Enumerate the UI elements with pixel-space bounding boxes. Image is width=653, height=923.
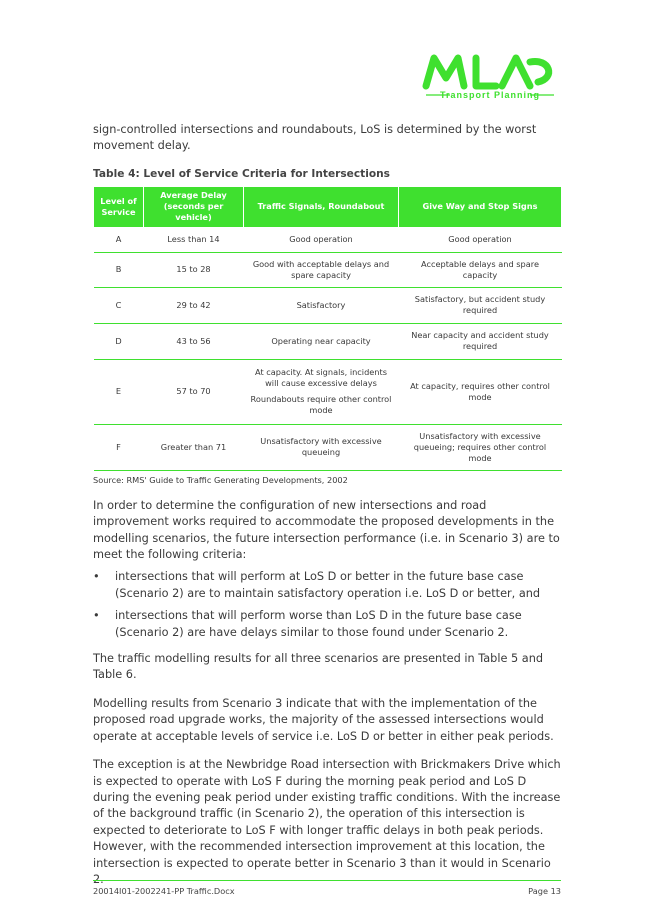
criteria-paragraph: In order to determine the configuration of new intersections and road improvement works required to accommodate the proposed developments in the modelling scenarios, the future intersection performance (i.e. in Scenario 3) are to meet the following criteria:	[93, 498, 560, 562]
results-paragraph: The traffic modelling results for all three scenarios are presented in Table 5 and Table 6.	[93, 652, 544, 682]
cell-signals-line1: At capacity. At signals, incidents will cause excessive delays	[255, 367, 387, 389]
cell-delay: 57 to 70	[144, 359, 244, 424]
cell-giveway: Near capacity and accident study required	[399, 323, 562, 359]
footer-divider	[93, 880, 561, 881]
exception-paragraph: The exception is at the Newbridge Road intersection with Brickmakers Drive which is expected to operate with LoS F during the morning peak period and LoS D during the evening peak period under existing traffic conditions. With the increase of the background traffic (in Scenario 2), the operation of this intersection is expected to deteriorate to LoS F with longer traffic delays in both peak periods. However, with the recommended intersection improvement at this location, the intersection is expected to operate better in Scenario 3 than it would in Scenario	[93, 758, 561, 870]
intro-paragraph: sign-controlled intersections and roundabouts, LoS is determined by the worst movement delay.	[93, 123, 537, 153]
table-source: Source: RMS' Guide to Traffic Generating Developments, 2002	[93, 474, 348, 485]
cell-delay: Less than 14	[144, 227, 244, 252]
cell-signals: Good operation	[244, 227, 399, 252]
cell-level: F	[94, 424, 144, 470]
header-delay-line1: Average Delay	[160, 190, 227, 201]
cell-level: B	[94, 252, 144, 287]
table-title: Table 4: Level of Service Criteria for Intersections	[93, 167, 390, 180]
footer-doc-ref: 20014I01-2002241-PP Traffic.Docx	[93, 886, 235, 896]
cell-giveway: Good operation	[399, 227, 562, 252]
header-delay	[144, 186, 244, 227]
cell-level: D	[94, 323, 144, 359]
cell-level: E	[94, 359, 144, 424]
scenario3-paragraph: Modelling results from Scenario 3 indicate that with the implementation of the proposed road upgrade works, the majority of the assessed intersections would operate at acceptable levels of service i.e. LoS D or better in either peak periods.	[93, 696, 554, 743]
cell-level: C	[94, 287, 144, 323]
criteria-list	[93, 569, 561, 641]
cell-signals: Satisfactory	[244, 287, 399, 323]
header-level: Level of Service	[94, 186, 144, 227]
cell-giveway: Unsatisfactory with excessive queueing; requires other control mode	[399, 424, 562, 470]
table-row	[94, 359, 562, 424]
cell-delay: Greater than 71	[144, 424, 244, 470]
cell-signals: Good with acceptable delays and spare capacity	[244, 252, 399, 287]
cell-signals: Unsatisfactory with excessive queueing	[244, 424, 399, 470]
cell-level: A	[94, 227, 144, 252]
list-item: • intersections that will perform worse than LoS D in the future base case (Scenario 2) are have delays similar to those found under Scenario 2.	[93, 608, 561, 641]
cell-signals-line2: Roundabouts require other control mode	[250, 394, 392, 416]
table-header-row	[94, 186, 562, 227]
cell-delay: 15 to 28	[144, 252, 244, 287]
logo-tagline: Transport Planning	[439, 90, 541, 100]
company-logo	[420, 48, 560, 104]
cell-giveway: At capacity, requires other control mode	[399, 359, 562, 424]
cell-signals	[244, 359, 399, 424]
table-row	[94, 424, 562, 470]
header-signals: Traffic Signals, Roundabout	[244, 186, 399, 227]
cell-giveway: Acceptable delays and spare capacity	[399, 252, 562, 287]
table-row	[94, 252, 562, 287]
cell-delay: 29 to 42	[144, 287, 244, 323]
page-content	[93, 122, 561, 888]
table-row	[94, 323, 562, 359]
table-row	[94, 287, 562, 323]
cell-delay: 43 to 56	[144, 323, 244, 359]
table-row	[94, 227, 562, 252]
list-item: • intersections that will perform at LoS D or better in the future base case (Scenario 2) are to maintain satisfactory operation i.e. LoS D or better, and	[93, 569, 561, 602]
cell-giveway: Satisfactory, but accident study required	[399, 287, 562, 323]
los-criteria-table	[93, 186, 562, 471]
cell-signals: Operating near capacity	[244, 323, 399, 359]
header-delay-line2: (seconds per vehicle)	[163, 201, 224, 223]
header-giveway: Give Way and Stop Signs	[399, 186, 562, 227]
footer-page-number: Page 13	[528, 886, 561, 896]
